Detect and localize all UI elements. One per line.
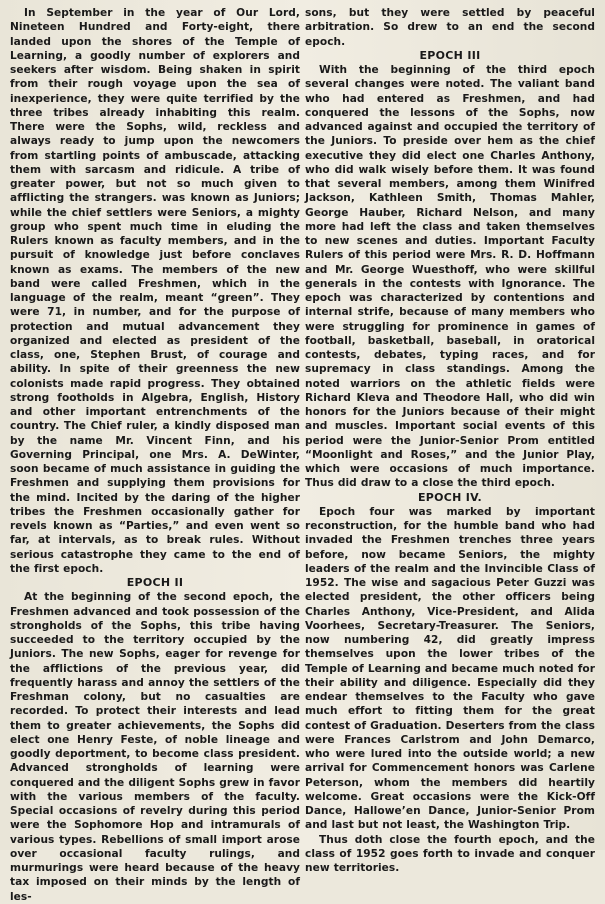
- epoch-four-heading: EPOCH IV.: [417, 490, 483, 504]
- epoch-one-paragraph: In September in the year of Our Lord, Nineteen Hundred and Forty-eight, there landed upon the shores of the Temple of Learning, a goodly number of explorers and seekers after wisdom. Being shaken in spirit from their rough voyage upon the sea of inexperience, they were quite terrified by the three tribes already inhabiting this realm. There were the Sophs, wild, reckless and always ready to jump upon the newcomers from startling points of ambuscade, attacking them with sarcasm and ridicule. A tribe of greater power, but not so much given to afflicting the strangers. was known as Juniors; while the chief settlers were Seniors, a mighty group who spent much time in eluding the Rulers known as faculty members, and in the pursuit of knowledge just before conclaves known as exams. The members of the new band were called Freshmen, which in the language of the realm, meant “green”. They were 71, in number, and for the purpose of protection and mutual advancement they organized and elected as president of the class, one, Stephen Brust, of courage and ability. In spite of their greenness the new colonists made rapid progress. They obtained strong footholds in Algebra, English, History and other important entrenchments of the country. The Chief ruler, a kindly disposed man by the name Mr. Vincent Finn, and his Governing Principal, one Mrs. A. DeWinter, soon became of much assistance in guiding the Freshmen and supplying them provisions for the mind. Incited by the daring of the higher tribes the Freshmen occasionally gather for revels known as “Parties,” and even went so far, at intervals, as to break rules. Without serious catastrophe they came to the end of the first epoch.: [10, 7, 300, 575]
- left-column: [10, 6, 300, 904]
- epoch-three-paragraph: With the beginning of the third epoch several changes were noted. The valiant band who had entered as Freshmen, and had conquered the lessons of the Sophs, now advanced against and occupied the territory of the Juniors. To preside over hem as the chief executive they did elect one Charles Anthony, who did walk wisely before them. It was found that several members, among them Winifred Jackson, Kathleen Smith, Thomas Mahler, George Hauber, Richard Nelson, and many more had left the class and taken themselves to new scenes and duties. Important Faculty Rulers of this period were Mrs. R. D. Hoffmann and Mr. George Wuesthoff, who were skillful generals in the contests with Ignorance. The epoch was characterized by contentions and internal strife, because of many members who were struggling for prominence in games of football, basketball, baseball, in oratorical contests, debates, typing races, and for supremacy in class standings. Among the noted warriors on the athletic fields were Richard Kleva and Theodore Hall, who did win honors for the Juniors because of their might and muscles. Important social events of this period were the Junior-Senior Prom entitled “Moonlight and Roses,” and the Junior Play, which were occasions of much importance. Thus did draw to a close the third epoch.: [305, 64, 595, 490]
- two-column-layout: [10, 6, 595, 904]
- epoch-three-heading: EPOCH III: [419, 48, 481, 62]
- right-column: [305, 6, 595, 904]
- epoch-four-paragraph: Epoch four was marked by important reconstruction, for the humble band who had invaded the Freshmen trenches three years before, now became Seniors, the mighty leaders of the realm and the Invincible Class of 1952. The wise and sagacious Peter Guzzi was elected president, the other officers being Charles Anthony, Vice-President, and Alida Voorhees, Secretary-Treasurer. The Seniors, now numbering 42, did greatly impress themselves upon the lower tribes of the Temple of Learning and became much noted for their ability and diligence. Especially did they endear themselves to the Faculty who gave much effort to fitting them for the great contest of Graduation. Deserters from the class were Frances Carlstrom and John Demarco, who were lured into the outside world; a new arrival for Commencement honors was Carlene Peterson, whom the members did heartily welcome. Great occasions were the Kick-Off Dance, Hallowe’en Dance, Junior-Senior Prom and last but not least, the Washington Trip.: [305, 505, 595, 832]
- epoch-two-paragraph: At the beginning of the second epoch, the Freshmen advanced and took possession of the strongholds of the Sophs, this tribe having succeeded to the territory occupied by the Juniors. The new Sophs, eager for revenge for the afflictions of the previous year, did frequently harass and annoy the settlers of the Freshman colony, but no casualties are recorded. To protect their interests and lead them to greater achievements, the Sophs did elect one Henry Feste, of noble lineage and goodly deportment, to become class president. Advanced strongholds of learning were conquered and the diligent Sophs grew in favor with the various members of the faculty. Special occasions of revelry during this period were the Sophomore Hop and intramurals of various types. Rebellions of small import arose over occasional faculty rulings, and murmurings were heard because of the heavy tax imposed on their minds by the length of les-: [10, 591, 300, 903]
- epoch-two-heading: EPOCH II: [126, 576, 184, 589]
- closing-paragraph: Thus doth close the fourth epoch, and the class of 1952 goes forth to invade and conquer new territories.: [305, 833, 595, 874]
- epoch-two-continuation: sons, but they were settled by peaceful arbitration. So drew to an end the second epoch.: [305, 7, 595, 48]
